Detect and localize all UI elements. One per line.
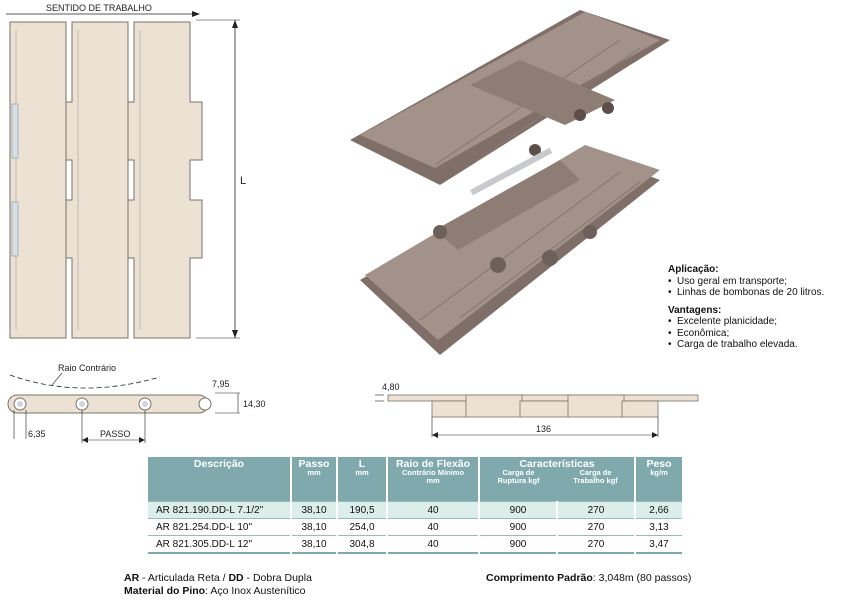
header-l: L mm <box>337 457 387 502</box>
cell-raio: 40 <box>387 519 479 536</box>
legend-left <box>124 572 312 598</box>
length-label: L <box>240 175 247 187</box>
side-view-drawing <box>0 355 290 455</box>
list-item: • Econômica; <box>668 328 854 340</box>
cell-descricao: AR 821.254.DD-L 10" <box>148 519 291 536</box>
cell-raio: 40 <box>387 536 479 554</box>
dim-pitch: PASSO <box>100 429 131 439</box>
table-row <box>148 502 683 519</box>
direction-label: SENTIDO DE TRABALHO <box>46 3 152 13</box>
dim-offset: 7,95 <box>212 379 230 389</box>
cell-peso: 3,13 <box>635 519 683 536</box>
advantages-list <box>668 316 854 351</box>
list-item: • Linhas de bombonas de 20 litros. <box>668 287 854 299</box>
spec-table <box>148 457 684 554</box>
section-view-drawing <box>370 375 700 445</box>
legend-codes: AR - Articulada Reta / DD - Dobra Dupla <box>124 572 312 584</box>
top-view-drawing <box>0 0 260 350</box>
dim-pin: 6,35 <box>28 429 46 439</box>
cell-trabalho: 270 <box>557 536 635 554</box>
table-row <box>148 536 683 554</box>
cell-ruptura: 900 <box>479 519 557 536</box>
legend-pin: Material do Pino: Aço Inox Austenítico <box>124 585 306 597</box>
dim-height: 14,30 <box>243 399 266 409</box>
cell-trabalho: 270 <box>557 502 635 519</box>
radius-label: Raio Contrário <box>58 363 117 373</box>
cell-passo: 38,10 <box>291 519 337 536</box>
cell-l: 254,0 <box>337 519 387 536</box>
header-passo: Passo mm <box>291 457 337 502</box>
table-row <box>148 519 683 536</box>
cell-descricao: AR 821.190.DD-L 7.1/2" <box>148 502 291 519</box>
cell-raio: 40 <box>387 502 479 519</box>
list-item: • Carga de trabalho elevada. <box>668 339 854 351</box>
table-header-row <box>148 457 683 502</box>
header-peso: Peso kg/m <box>635 457 683 502</box>
cell-ruptura: 900 <box>479 536 557 554</box>
header-descricao: Descrição <box>148 457 291 502</box>
cell-l: 304,8 <box>337 536 387 554</box>
header-caracteristicas: Características Carga de Ruptura kgf Carga de Trabalho kgf <box>479 457 635 502</box>
legend-length: Comprimento Padrão: 3,048m (80 passos) <box>486 572 692 584</box>
cell-ruptura: 900 <box>479 502 557 519</box>
application-list <box>668 276 854 299</box>
header-raio: Raio de Flexão Contrário Mínimo mm <box>387 457 479 502</box>
cell-trabalho: 270 <box>557 519 635 536</box>
list-item: • Uso geral em transporte; <box>668 276 854 288</box>
cell-passo: 38,10 <box>291 502 337 519</box>
application-title: Aplicação: <box>668 264 719 275</box>
dim-thickness: 4,80 <box>382 382 400 392</box>
dim-width: 136 <box>536 424 552 434</box>
cell-passo: 38,10 <box>291 536 337 554</box>
notes-panel <box>668 264 854 351</box>
advantages-title: Vantagens: <box>668 304 722 316</box>
product-render <box>340 0 680 360</box>
list-item: • Excelente planicidade; <box>668 316 854 328</box>
cell-peso: 3,47 <box>635 536 683 554</box>
cell-peso: 2,66 <box>635 502 683 519</box>
cell-l: 190,5 <box>337 502 387 519</box>
cell-descricao: AR 821.305.DD-L 12" <box>148 536 291 554</box>
